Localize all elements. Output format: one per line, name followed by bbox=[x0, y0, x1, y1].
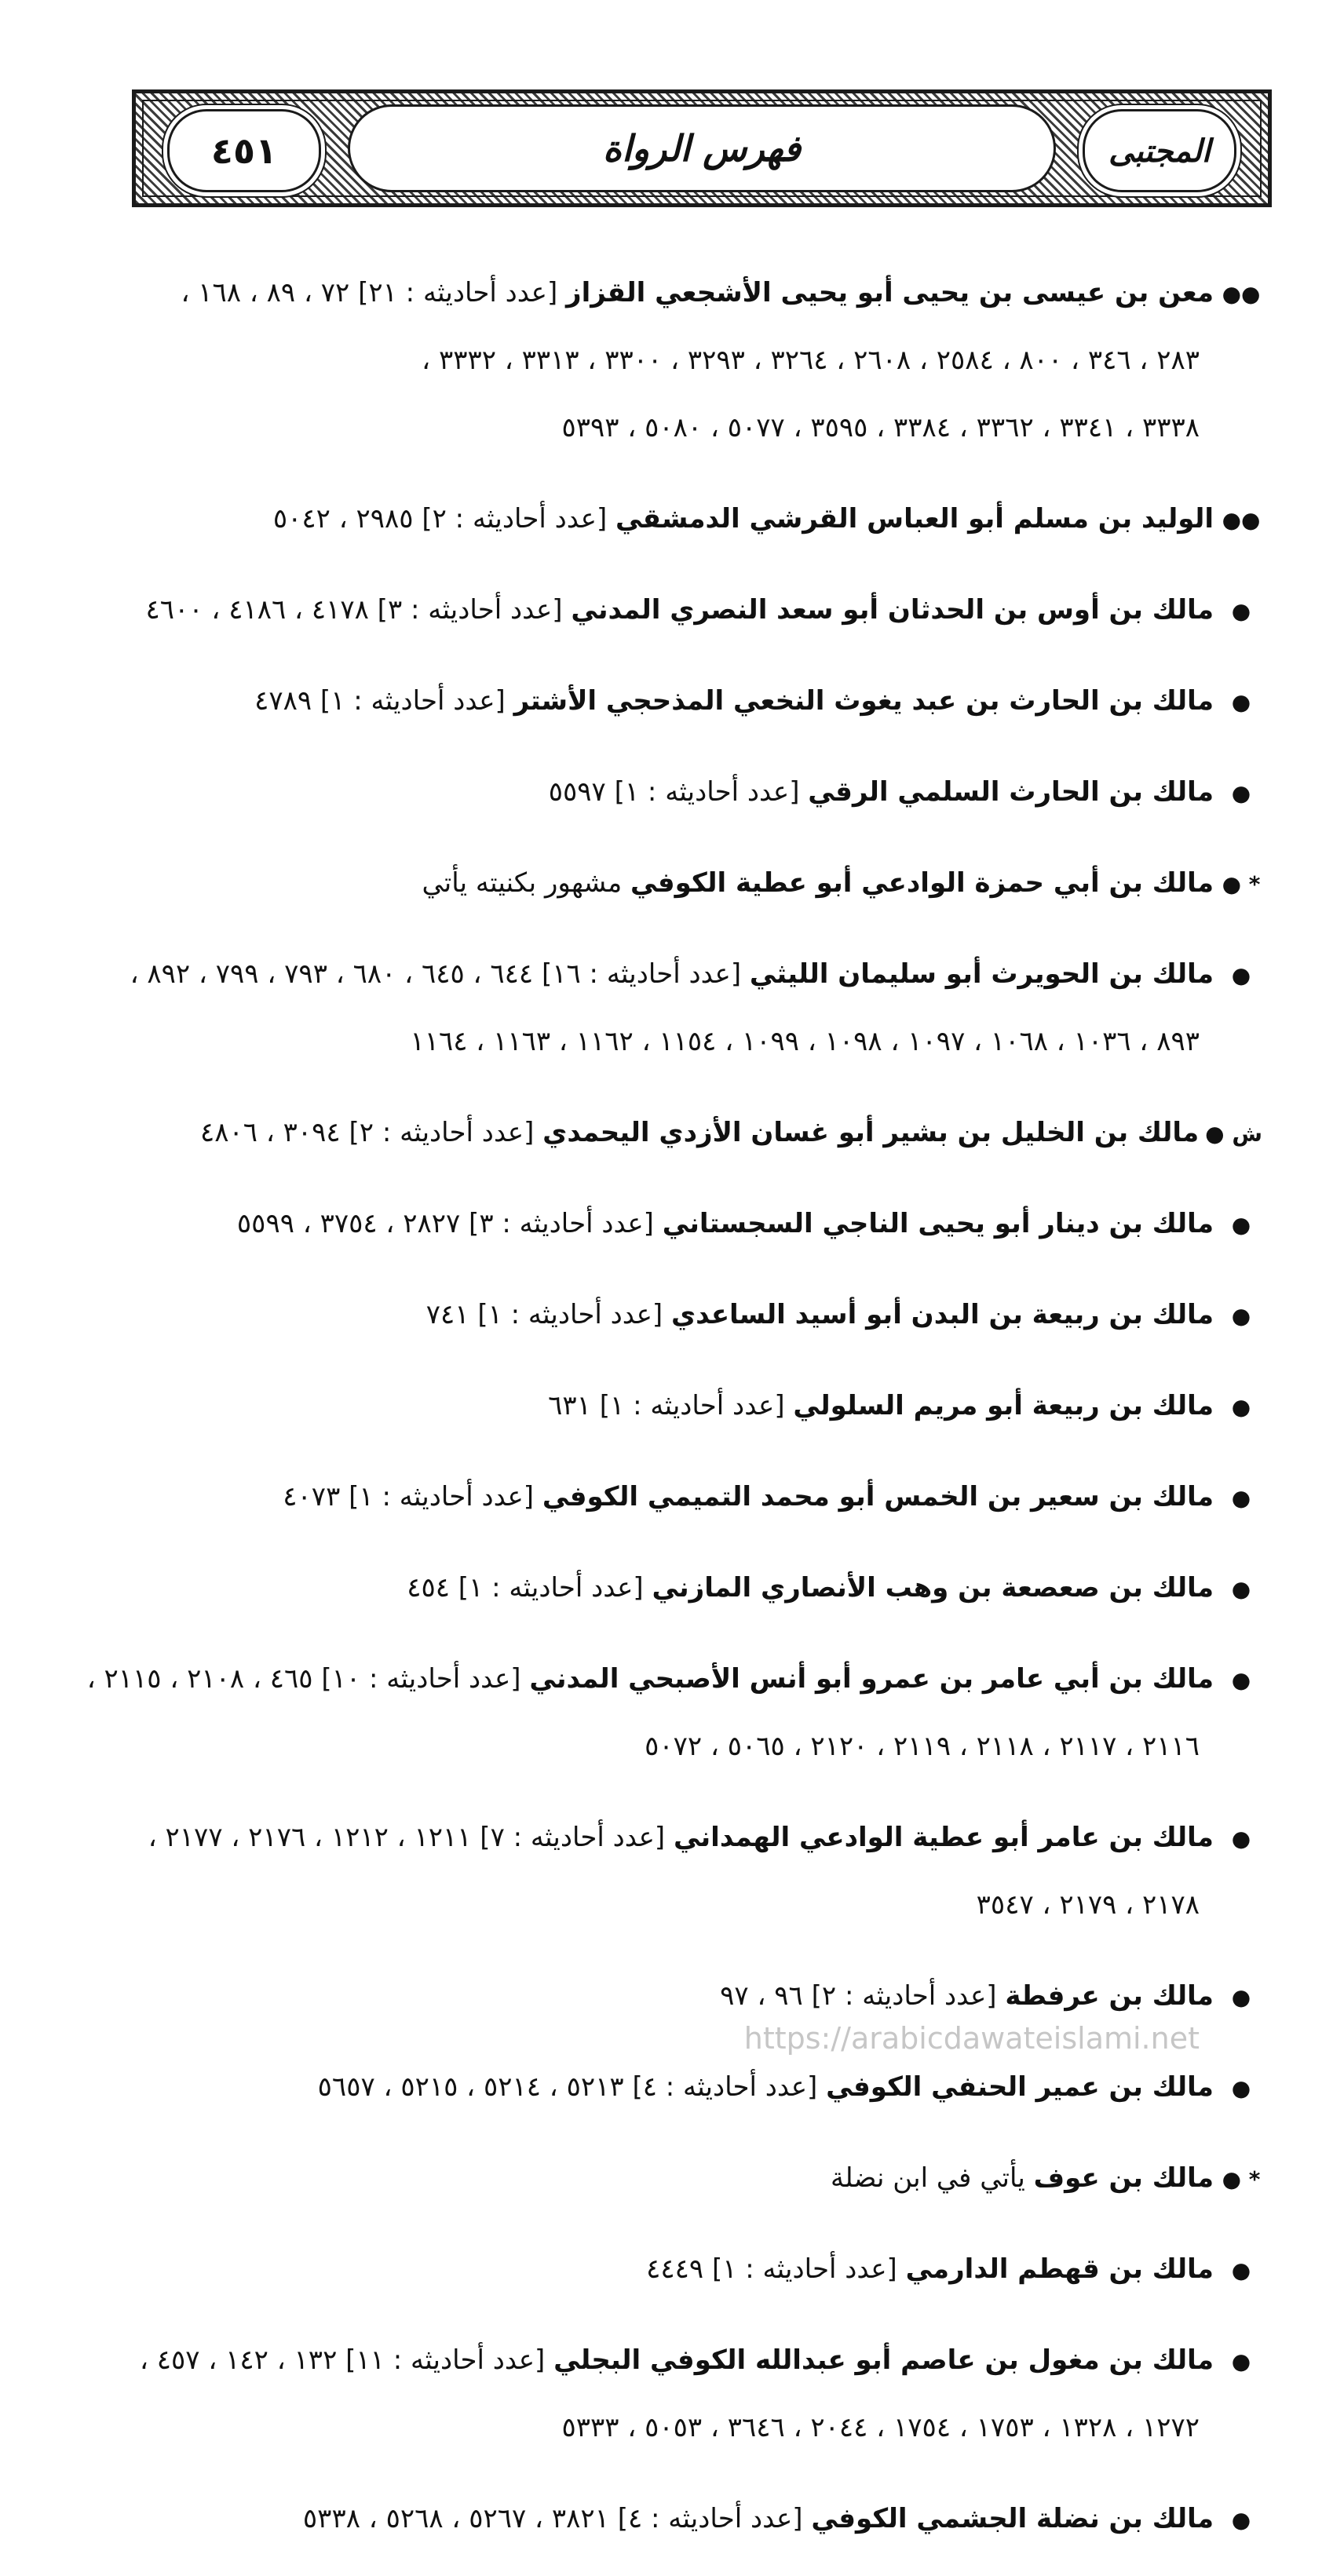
entry-continuation-line bbox=[85, 1713, 1262, 1780]
entry-first-line bbox=[85, 1645, 1262, 1713]
hadith-refs: [عدد أحاديثه : ٤] ٥٢١٣ ، ٥٢١٤ ، ٥٢١٥ ، ٥٦٥٧ bbox=[317, 2071, 818, 2103]
index-entry bbox=[85, 1190, 1262, 1257]
watermark: https://arabicdawateislami.net bbox=[743, 2021, 1200, 2056]
entry-first-line bbox=[85, 2053, 1262, 2121]
entry-marker: * ● bbox=[1222, 2166, 1261, 2192]
entry-marker: ● bbox=[1231, 1667, 1251, 1693]
hadith-refs: ٨٩٣ ، ١٠٣٦ ، ١٠٦٨ ، ١٠٩٧ ، ١٠٩٨ ، ١٠٩٩ ، ١١٥٤ ، ١١٦٢ ، ١١٦٣ ، ١١٦٤ bbox=[410, 1026, 1200, 1057]
entry-first-line bbox=[85, 1804, 1262, 1871]
narrator-name: مالك بن عوف bbox=[1033, 2162, 1214, 2194]
index-entry bbox=[85, 1645, 1262, 1780]
entry-first-line bbox=[85, 1281, 1262, 1348]
hadith-refs: [عدد أحاديثه : ١] ٤٥٤ bbox=[407, 1572, 644, 1604]
entry-first-line bbox=[85, 940, 1262, 1008]
hadith-refs: [عدد أحاديثه : ٢١] ٧٢ ، ٨٩ ، ١٦٨ ، bbox=[181, 277, 558, 308]
hadith-refs: مشهور بكنيته يأتي bbox=[422, 867, 623, 899]
entry-first-line bbox=[85, 1554, 1262, 1622]
narrator-name: معن بن عيسى بن يحيى أبو يحيى الأشجعي القزاز bbox=[566, 277, 1214, 308]
entry-first-line bbox=[85, 576, 1262, 644]
entry-first-line bbox=[85, 1372, 1262, 1439]
entry-first-line bbox=[85, 1463, 1262, 1531]
entry-first-line bbox=[85, 2326, 1262, 2394]
entry-marker: ● bbox=[1231, 689, 1251, 715]
narrator-name: مالك بن سعير بن الخمس أبو محمد التميمي الكوفي bbox=[542, 1481, 1214, 1512]
hadith-refs: [عدد أحاديثه : ٢] ٢٩٨٥ ، ٥٠٤٢ bbox=[272, 503, 608, 535]
narrators-index bbox=[85, 259, 1262, 2576]
book-logo-medallion bbox=[1083, 109, 1236, 192]
entry-marker: ● bbox=[1231, 598, 1251, 624]
narrator-name: مالك بن الحويرث أبو سليمان الليثي bbox=[749, 958, 1214, 990]
index-entry bbox=[85, 1372, 1262, 1439]
entry-marker: ش ● bbox=[1205, 1121, 1262, 1147]
index-entry bbox=[85, 2053, 1262, 2121]
entry-continuation-line bbox=[85, 327, 1262, 394]
narrator-name: مالك بن عمير الحنفي الكوفي bbox=[826, 2071, 1214, 2103]
narrator-name: مالك بن أبي حمزة الوادعي أبو عطية الكوفي bbox=[630, 867, 1214, 899]
index-entry bbox=[85, 1099, 1262, 1166]
narrator-name: مالك بن الحارث بن عبد يغوث النخعي المذحجي الأشتر bbox=[513, 685, 1214, 717]
hadith-refs: ٣٣٣٨ ، ٣٣٤١ ، ٣٣٦٢ ، ٣٣٨٤ ، ٣٥٩٥ ، ٥٠٧٧ ، ٥٠٨٠ ، ٥٣٩٣ bbox=[561, 412, 1200, 443]
entry-first-line bbox=[85, 849, 1262, 917]
hadith-refs: ٢١١٦ ، ٢١١٧ ، ٢١١٨ ، ٢١١٩ ، ٢١٢٠ ، ٥٠٦٥ ، ٥٠٧٢ bbox=[645, 1731, 1200, 1762]
narrator-name: مالك بن عامر أبو عطية الوادعي الهمداني bbox=[674, 1822, 1214, 1853]
hadith-refs: ١٢٧٢ ، ١٣٢٨ ، ١٧٥٣ ، ١٧٥٤ ، ٢٠٤٤ ، ٣٦٤٦ ، ٥٠٥٣ ، ٥٣٣٣ bbox=[561, 2412, 1200, 2443]
index-entry bbox=[85, 259, 1262, 462]
entry-marker: ● bbox=[1231, 2075, 1251, 2101]
narrator-name: مالك بن قهطم الدارمي bbox=[905, 2253, 1214, 2285]
index-entry bbox=[85, 2326, 1262, 2461]
entry-continuation-line bbox=[85, 2394, 1262, 2461]
entry-marker: ● bbox=[1231, 1576, 1251, 1602]
narrator-name: مالك بن أوس بن الحدثان أبو سعد النصري المدني bbox=[571, 594, 1214, 626]
entry-marker: ● bbox=[1231, 1212, 1251, 1238]
hadith-refs: [عدد أحاديثه : ١١] ١٣٢ ، ١٤٢ ، ٤٥٧ ، bbox=[139, 2344, 546, 2376]
narrator-name: الوليد بن مسلم أبو العباس القرشي الدمشقي bbox=[615, 503, 1214, 535]
entry-first-line bbox=[85, 485, 1262, 553]
hadith-refs: [عدد أحاديثه : ١٠] ٤٦٥ ، ٢١٠٨ ، ٢١١٥ ، bbox=[86, 1663, 521, 1695]
index-entry bbox=[85, 2144, 1262, 2212]
entry-first-line bbox=[85, 667, 1262, 735]
hadith-refs: [عدد أحاديثه : ١] ٤٠٧٣ bbox=[283, 1481, 535, 1512]
narrator-name: مالك بن مغول بن عاصم أبو عبدالله الكوفي البجلي bbox=[553, 2344, 1214, 2376]
index-entry bbox=[85, 576, 1262, 644]
index-entry bbox=[85, 1281, 1262, 1348]
narrator-name: مالك بن ربيعة أبو مريم السلولي bbox=[793, 1390, 1214, 1421]
index-entry bbox=[85, 2235, 1262, 2303]
narrator-name: مالك بن دينار أبو يحيى الناجي السجستاني bbox=[662, 1208, 1214, 1239]
entry-first-line bbox=[85, 1099, 1262, 1166]
narrator-name: مالك بن الخليل بن بشير أبو غسان الأزدي اليحمدي bbox=[542, 1117, 1200, 1148]
entry-first-line bbox=[85, 2235, 1262, 2303]
hadith-refs: [عدد أحاديثه : ٣] ٤١٧٨ ، ٤١٨٦ ، ٤٦٠٠ bbox=[145, 594, 563, 626]
narrator-name: مالك بن أبي عامر بن عمرو أبو أنس الأصبحي المدني bbox=[529, 1663, 1214, 1695]
entry-first-line bbox=[85, 2485, 1262, 2552]
entry-first-line bbox=[85, 758, 1262, 826]
hadith-refs: [عدد أحاديثه : ٧] ١٢١١ ، ١٢١٢ ، ٢١٧٦ ، ٢١٧٧ ، bbox=[148, 1822, 666, 1853]
index-entry bbox=[85, 1804, 1262, 1939]
entry-marker: ● bbox=[1231, 1984, 1251, 2010]
hadith-refs: [عدد أحاديثه : ٢] ٣٠٩٤ ، ٤٨٠٦ bbox=[199, 1117, 535, 1148]
entry-marker: ● bbox=[1231, 1485, 1251, 1511]
narrator-name: مالك بن عرفطة bbox=[1005, 1980, 1214, 2012]
entry-marker: ● bbox=[1231, 1826, 1251, 1852]
entry-marker: * ● bbox=[1222, 871, 1261, 897]
hadith-refs: [عدد أحاديثه : ٢] ٩٦ ، ٩٧ bbox=[720, 1980, 997, 2012]
hadith-refs: [عدد أحاديثه : ٤] ٣٨٢١ ، ٥٢٦٧ ، ٥٢٦٨ ، ٥٣٣٨ bbox=[302, 2503, 803, 2534]
entry-marker: ●● bbox=[1222, 281, 1261, 307]
narrator-name: مالك بن ربيعة بن البدن أبو أسيد الساعدي bbox=[671, 1299, 1214, 1330]
index-entry bbox=[85, 940, 1262, 1075]
narrator-name: مالك بن الحارث السلمي الرقي bbox=[808, 776, 1214, 808]
index-entry bbox=[85, 1554, 1262, 1622]
index-entry bbox=[85, 1962, 1262, 2030]
entry-marker: ● bbox=[1231, 1394, 1251, 1420]
index-entry bbox=[85, 667, 1262, 735]
hadith-refs: [عدد أحاديثه : ٣] ٢٨٢٧ ، ٣٧٥٤ ، ٥٥٩٩ bbox=[236, 1208, 654, 1239]
book-logo: المجتبى bbox=[1108, 132, 1211, 170]
index-entry bbox=[85, 1463, 1262, 1531]
page-number-medallion bbox=[167, 109, 321, 192]
entry-marker: ● bbox=[1231, 2348, 1251, 2374]
hadith-refs: [عدد أحاديثه : ١] ٥٥٩٧ bbox=[548, 776, 800, 808]
entry-marker: ●● bbox=[1222, 507, 1261, 533]
index-entry bbox=[85, 485, 1262, 553]
hadith-refs: [عدد أحاديثه : ١] ٤٤٤٩ bbox=[646, 2253, 897, 2285]
page-title: فهرس الرواة bbox=[603, 127, 802, 170]
entry-continuation-line bbox=[85, 1871, 1262, 1939]
entry-continuation-line bbox=[85, 1008, 1262, 1075]
hadith-refs: [عدد أحاديثه : ١] ٤٧٨٩ bbox=[254, 685, 506, 717]
entry-marker: ● bbox=[1231, 780, 1251, 806]
index-entry bbox=[85, 2485, 1262, 2552]
entry-marker: ● bbox=[1231, 962, 1251, 988]
hadith-refs: [عدد أحاديثه : ١] ٦٣١ bbox=[548, 1390, 785, 1421]
page-header bbox=[132, 89, 1272, 207]
entry-marker: ● bbox=[1231, 1303, 1251, 1329]
entry-first-line bbox=[85, 1190, 1262, 1257]
entry-first-line bbox=[85, 1962, 1262, 2030]
hadith-refs: [عدد أحاديثه : ١] ٧٤١ bbox=[425, 1299, 663, 1330]
entry-continuation-line bbox=[85, 394, 1262, 462]
hadith-refs: ٢٨٣ ، ٣٤٦ ، ٨٠٠ ، ٢٥٨٤ ، ٢٦٠٨ ، ٣٢٦٤ ، ٣٢٩٣ ، ٣٣٠٠ ، ٣٣١٣ ، ٣٣٣٢ ، bbox=[422, 345, 1200, 376]
narrator-name: مالك بن صعصعة بن وهب الأنصاري المازني bbox=[652, 1572, 1214, 1604]
hadith-refs: [عدد أحاديثه : ١٦] ٦٤٤ ، ٦٤٥ ، ٦٨٠ ، ٧٩٣ ، ٧٩٩ ، ٨٩٢ ، bbox=[130, 958, 742, 990]
header-title-pane bbox=[348, 104, 1056, 192]
entry-first-line bbox=[85, 259, 1262, 327]
entry-marker: ● bbox=[1231, 2507, 1251, 2533]
narrator-name: مالك بن نضلة الجشمي الكوفي bbox=[811, 2503, 1214, 2534]
index-entry bbox=[85, 849, 1262, 917]
entry-marker: ● bbox=[1231, 2257, 1251, 2283]
page-number: ٤٥١ bbox=[210, 130, 278, 172]
index-entry bbox=[85, 758, 1262, 826]
hadith-refs: يأتي في ابن نضلة bbox=[830, 2162, 1025, 2194]
entry-first-line bbox=[85, 2144, 1262, 2212]
hadith-refs: ٢١٧٨ ، ٢١٧٩ ، ٣٥٤٧ bbox=[976, 1889, 1200, 1921]
